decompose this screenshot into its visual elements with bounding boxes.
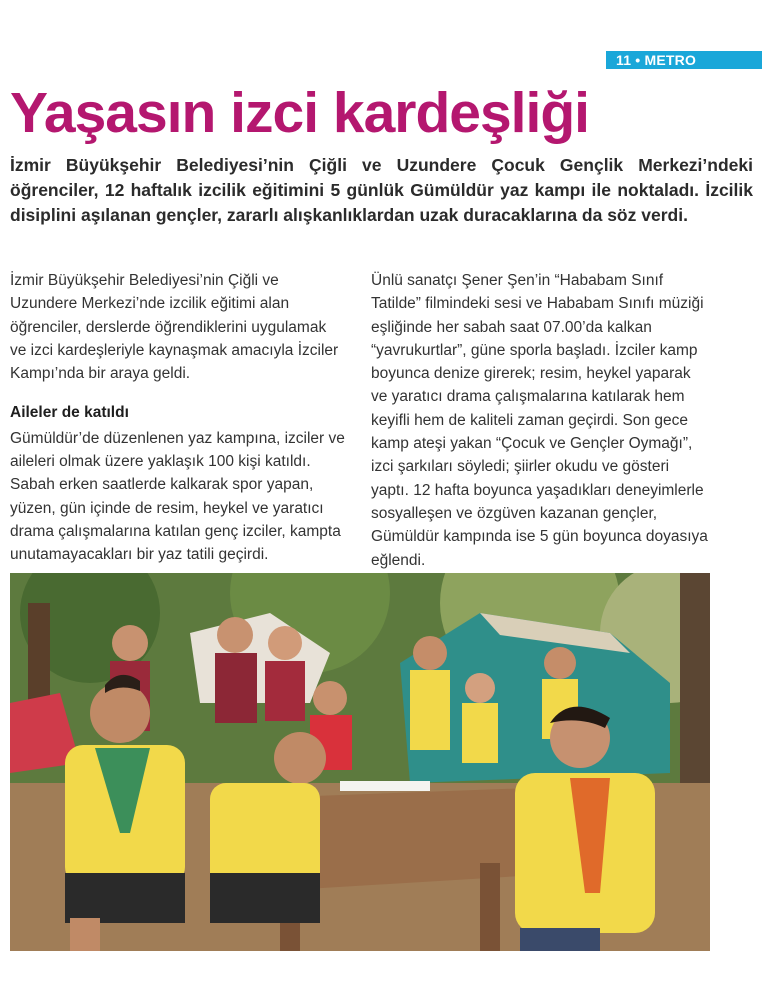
body-paragraph-1: İzmir Büyükşehir Belediyesi’nin Çiğli ve Uzundere Merkezi’nde izcilik eğitimi alan öğrenciler, derslerde öğrendiklerini uygulamak ve izci kardeşleriyle kaynaşmak amacıyla İzciler Kampı’nda bir araya geldi.: [10, 272, 339, 383]
subheading: Aileler de katıldı: [10, 404, 129, 422]
body-paragraph-3: Ünlü sanatçı Şener Şen’in “Hababam Sınıf Tatilde” filmindeki sesi ve Hababam Sınıfı müziği eşliğinde her sabah saat 07.00’da kalkan “yavrukurtlar”, güne sporla başladı. İzciler kamp boyunca denize girerek; resim, heykel yaparak ve yaratıcı drama çalışmalarına katılarak hem keyifli hem de kaliteli zaman geçirdi. Son gece kamp ateşi yakan “Çocuk ve Gençler Oymağı”, izci şarkıları söyledi; şiirler okudu ve gösteri yaptı. 12 hafta boyunca yaşadıkları deneyimlerle sosyalleşen ve özgüven kazanan gençler, Gümüldür kampında ise 5 gün boyunca doyasıya eğlendi.: [371, 272, 708, 569]
headline: Yaşasın izci kardeşliği: [10, 81, 590, 145]
body-paragraph-2: Gümüldür’de düzenlenen yaz kampına, izciler ve aileleri olmak üzere yaklaşık 100 kişi katıldı. Sabah erken saatlerde kalkarak spor yapan, yüzen, gün içinde de resim, heykel ve yaratıcı drama çalışmalarına katılan genç izciler, kampta unutamayacakları bir yaz tatili geçirdi.: [10, 429, 345, 564]
table-leg: [480, 863, 500, 951]
article-column-1: [10, 269, 346, 567]
camp-photo: [10, 573, 710, 951]
paper-sheets: [340, 781, 430, 791]
article-column-2: [371, 269, 711, 572]
camp-photo-illustration: [10, 573, 710, 951]
section-badge: 11 • METRO: [606, 51, 762, 69]
lead-paragraph: İzmir Büyükşehir Belediyesi’nin Çiğli ve Uzundere Çocuk Gençlik Merkezi’ndeki öğrenciler, 12 haftalık izcilik eğitimini 5 günlük Gümüldür yaz kampı ile noktaladı. İzcilik disiplini aşılanan gençler, zararlı alışkanlıklardan uzak duracaklarına da söz verdi.: [10, 155, 753, 225]
